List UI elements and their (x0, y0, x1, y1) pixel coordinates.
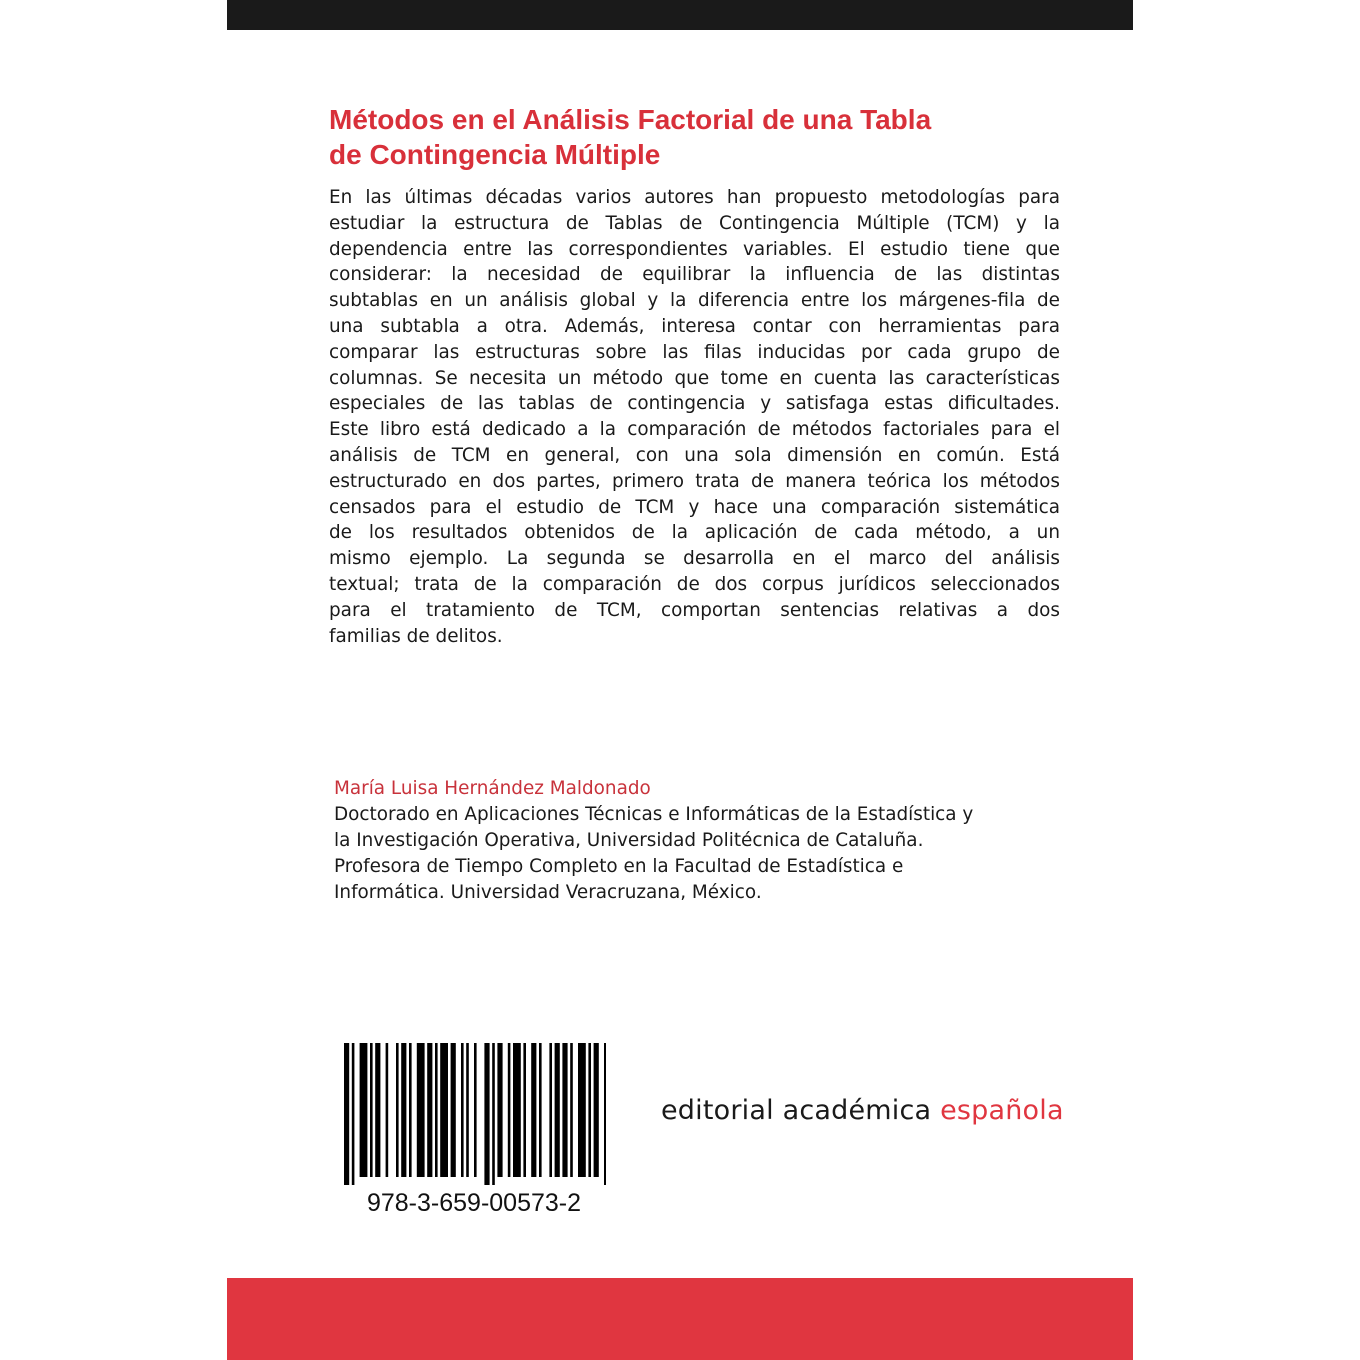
barcode-bar (386, 1043, 389, 1177)
barcode-bar (594, 1043, 599, 1177)
book-title-line: de Contingencia Múltiple (329, 139, 661, 170)
barcode-bar (484, 1043, 489, 1185)
barcode-bar (466, 1043, 469, 1177)
abstract-line: subtablas en un análisis global y la diferencia entre los márgenes-fila de (329, 290, 1060, 312)
abstract-line: para el tratamiento de TCM, comportan sentencias relativas a dos (329, 599, 1060, 621)
isbn-number: 978-3-659-00573-2 (366, 1189, 582, 1217)
barcode-bars (342, 1043, 606, 1185)
abstract-line: de los resultados obtenidos de la aplicación de cada método, a un (329, 522, 1060, 544)
barcode-bar (435, 1043, 438, 1177)
abstract-line: En las últimas décadas varios autores han propuesto metodologías para (329, 187, 1060, 208)
barcode-bar (578, 1043, 586, 1177)
author-bio (334, 802, 1054, 906)
barcode (334, 1035, 614, 1225)
barcode-bar (461, 1043, 464, 1177)
barcode-bar (497, 1043, 502, 1177)
barcode-bar (401, 1043, 406, 1177)
book-title (329, 102, 1049, 172)
barcode-bar (555, 1043, 560, 1177)
abstract-line: Este libro está dedicado a la comparación de métodos factoriales para el (329, 419, 1060, 441)
author-bio-line: Profesora de Tiempo Completo en la Facultad de Estadística e (334, 856, 904, 877)
barcode-bar (370, 1043, 373, 1177)
abstract-line: estructurado en dos partes, primero trata de manera teórica los métodos (329, 470, 1060, 492)
bottom-band (227, 1278, 1133, 1360)
barcode-bar (570, 1043, 573, 1177)
barcode-bar (417, 1043, 425, 1177)
barcode-bar (513, 1043, 521, 1177)
barcode-bar (451, 1043, 456, 1177)
publisher-name-part2: española (940, 1095, 1064, 1126)
barcode-bar (588, 1043, 591, 1177)
barcode-bar (440, 1043, 448, 1177)
abstract-line: considerar: la necesidad de equilibrar la influencia de las distintas (329, 264, 1060, 286)
abstract-line: censados para el estudio de TCM y hace una comparación sistemática (329, 496, 1060, 518)
barcode-bar (492, 1043, 495, 1185)
abstract-line: estudiar la estructura de Tablas de Contingencia Múltiple (TCM) y la (329, 212, 1060, 234)
abstract-line: columnas. Se necesita un método que tome en cuenta las características (329, 367, 1060, 389)
publisher-name-part1: editorial académica (661, 1095, 941, 1126)
author-name: María Luisa Hernández Maldonado (334, 778, 651, 799)
abstract-line: familias de delitos. (329, 625, 503, 647)
barcode-bar (549, 1043, 552, 1177)
barcode-bar (523, 1043, 526, 1177)
barcode-bar (427, 1043, 432, 1177)
barcode-bar (508, 1043, 511, 1177)
abstract-line: dependencia entre las correspondientes variables. El estudio tiene que (329, 238, 1060, 260)
barcode-bar (409, 1043, 412, 1177)
author-section (334, 776, 1054, 906)
abstract-line: análisis de TCM en general, con una sola dimensión en común. Está (329, 444, 1060, 466)
abstract-line: mismo ejemplo. La segunda se desarrolla en el marco del análisis (329, 548, 1060, 570)
barcode-bar (562, 1043, 567, 1177)
barcode-bar (352, 1043, 355, 1185)
book-title-line: Métodos en el Análisis Factorial de una Tabla (329, 104, 932, 135)
barcode-bar (531, 1043, 536, 1177)
author-bio-line: Doctorado en Aplicaciones Técnicas e Informáticas de la Estadística y (334, 804, 974, 825)
abstract-line: especiales de las tablas de contingencia y satisfaga estas dificultades. (329, 393, 1060, 415)
barcode-bar (344, 1043, 349, 1185)
barcode-bar (375, 1043, 380, 1177)
barcode-bar (539, 1043, 542, 1177)
publisher-logo (661, 1095, 1064, 1126)
author-bio-line: la Investigación Operativa, Universidad Politécnica de Cataluña. (334, 830, 924, 851)
abstract-line: una subtabla a otra. Además, interesa contar con herramientas para (329, 315, 1060, 337)
abstract (329, 185, 1060, 649)
abstract-line: comparar las estructuras sobre las filas inducidas por cada grupo de (329, 341, 1060, 363)
barcode-bar (360, 1043, 368, 1177)
barcode-bar (604, 1043, 606, 1185)
author-bio-line: Informática. Universidad Veracruzana, México. (334, 882, 762, 903)
barcode-bar (474, 1043, 477, 1177)
barcode-bar (396, 1043, 399, 1177)
abstract-line: textual; trata de la comparación de dos corpus jurídicos seleccionados (329, 573, 1060, 595)
top-band (227, 0, 1133, 30)
